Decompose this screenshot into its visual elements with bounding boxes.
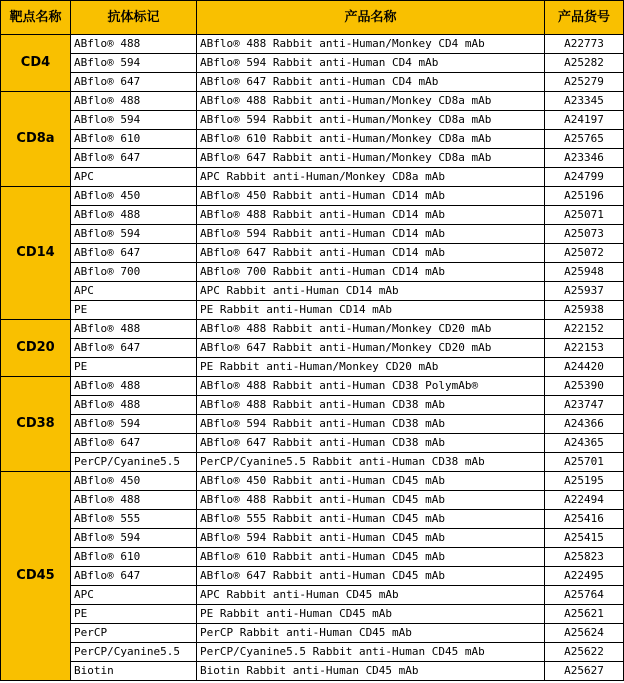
table-row — [1, 244, 624, 263]
label-cell: ABflo® 488 — [71, 320, 197, 339]
product-code-cell: A25948 — [545, 263, 624, 282]
label-cell: ABflo® 610 — [71, 548, 197, 567]
header-label: 抗体标记 — [71, 1, 197, 35]
label-cell: ABflo® 594 — [71, 54, 197, 73]
table-row — [1, 548, 624, 567]
product-code-cell: A25765 — [545, 130, 624, 149]
product-name-cell: ABflo® 488 Rabbit anti-Human/Monkey CD4 mAb — [197, 35, 545, 54]
product-code-cell: A25071 — [545, 206, 624, 225]
label-cell: ABflo® 700 — [71, 263, 197, 282]
product-code-cell: A22773 — [545, 35, 624, 54]
product-name-cell: APC Rabbit anti-Human CD14 mAb — [197, 282, 545, 301]
table-row — [1, 605, 624, 624]
table-row — [1, 73, 624, 92]
product-code-cell: A23747 — [545, 396, 624, 415]
label-cell: ABflo® 488 — [71, 491, 197, 510]
product-code-cell: A23346 — [545, 149, 624, 168]
table-row — [1, 662, 624, 681]
product-code-cell: A25937 — [545, 282, 624, 301]
label-cell: PerCP/Cyanine5.5 — [71, 643, 197, 662]
label-cell: ABflo® 594 — [71, 225, 197, 244]
table-row — [1, 567, 624, 586]
product-code-cell: A23345 — [545, 92, 624, 111]
table-row — [1, 206, 624, 225]
label-cell: ABflo® 647 — [71, 567, 197, 586]
product-name-cell: ABflo® 594 Rabbit anti-Human/Monkey CD8a mAb — [197, 111, 545, 130]
table-row — [1, 149, 624, 168]
product-code-cell: A25415 — [545, 529, 624, 548]
product-name-cell: ABflo® 594 Rabbit anti-Human CD14 mAb — [197, 225, 545, 244]
product-code-cell: A25279 — [545, 73, 624, 92]
target-name-cell: CD20 — [1, 320, 71, 377]
table-header — [1, 1, 624, 35]
label-cell: ABflo® 647 — [71, 73, 197, 92]
product-name-cell: ABflo® 647 Rabbit anti-Human CD4 mAb — [197, 73, 545, 92]
product-name-cell: ABflo® 594 Rabbit anti-Human CD4 mAb — [197, 54, 545, 73]
table-row — [1, 396, 624, 415]
table-row — [1, 225, 624, 244]
table-row — [1, 453, 624, 472]
product-name-cell: ABflo® 488 Rabbit anti-Human CD14 mAb — [197, 206, 545, 225]
product-name-cell: APC Rabbit anti-Human/Monkey CD8a mAb — [197, 168, 545, 187]
product-name-cell: ABflo® 488 Rabbit anti-Human CD38 PolymAb® — [197, 377, 545, 396]
product-code-cell: A24799 — [545, 168, 624, 187]
product-name-cell: ABflo® 647 Rabbit anti-Human/Monkey CD8a mAb — [197, 149, 545, 168]
product-name-cell: APC Rabbit anti-Human CD45 mAb — [197, 586, 545, 605]
target-name-cell: CD4 — [1, 35, 71, 92]
label-cell: ABflo® 488 — [71, 206, 197, 225]
label-cell: PE — [71, 605, 197, 624]
label-cell: PerCP — [71, 624, 197, 643]
product-code-cell: A25390 — [545, 377, 624, 396]
label-cell: APC — [71, 168, 197, 187]
table-row — [1, 643, 624, 662]
product-name-cell: ABflo® 488 Rabbit anti-Human CD45 mAb — [197, 491, 545, 510]
product-code-cell: A25073 — [545, 225, 624, 244]
target-name-cell: CD8a — [1, 92, 71, 187]
product-code-cell: A25701 — [545, 453, 624, 472]
table-row — [1, 434, 624, 453]
product-name-cell: ABflo® 700 Rabbit anti-Human CD14 mAb — [197, 263, 545, 282]
product-name-cell: ABflo® 594 Rabbit anti-Human CD38 mAb — [197, 415, 545, 434]
label-cell: ABflo® 488 — [71, 35, 197, 54]
product-name-cell: ABflo® 555 Rabbit anti-Human CD45 mAb — [197, 510, 545, 529]
product-code-cell: A25196 — [545, 187, 624, 206]
product-code-cell: A25938 — [545, 301, 624, 320]
label-cell: PE — [71, 358, 197, 377]
label-cell: ABflo® 610 — [71, 130, 197, 149]
product-code-cell: A25416 — [545, 510, 624, 529]
product-code-cell: A25624 — [545, 624, 624, 643]
table-row — [1, 415, 624, 434]
label-cell: APC — [71, 282, 197, 301]
product-code-cell: A24197 — [545, 111, 624, 130]
label-cell: ABflo® 488 — [71, 377, 197, 396]
label-cell: PE — [71, 301, 197, 320]
table-row — [1, 510, 624, 529]
product-name-cell: ABflo® 647 Rabbit anti-Human/Monkey CD20 mAb — [197, 339, 545, 358]
table-row — [1, 586, 624, 605]
product-code-cell: A24366 — [545, 415, 624, 434]
table-row — [1, 377, 624, 396]
table-row — [1, 301, 624, 320]
product-name-cell: ABflo® 450 Rabbit anti-Human CD45 mAb — [197, 472, 545, 491]
target-name-cell: CD38 — [1, 377, 71, 472]
product-name-cell: ABflo® 610 Rabbit anti-Human/Monkey CD8a mAb — [197, 130, 545, 149]
product-code-cell: A22152 — [545, 320, 624, 339]
table-row — [1, 35, 624, 54]
label-cell: ABflo® 647 — [71, 434, 197, 453]
product-name-cell: PerCP Rabbit anti-Human CD45 mAb — [197, 624, 545, 643]
product-code-cell: A25627 — [545, 662, 624, 681]
product-code-cell: A25072 — [545, 244, 624, 263]
label-cell: ABflo® 647 — [71, 149, 197, 168]
label-cell: ABflo® 647 — [71, 244, 197, 263]
label-cell: PerCP/Cyanine5.5 — [71, 453, 197, 472]
label-cell: ABflo® 594 — [71, 111, 197, 130]
product-name-cell: PerCP/Cyanine5.5 Rabbit anti-Human CD45 mAb — [197, 643, 545, 662]
product-name-cell: PE Rabbit anti-Human CD45 mAb — [197, 605, 545, 624]
table-body — [1, 35, 624, 681]
product-name-cell: ABflo® 450 Rabbit anti-Human CD14 mAb — [197, 187, 545, 206]
label-cell: ABflo® 488 — [71, 396, 197, 415]
table-row — [1, 54, 624, 73]
product-name-cell: PE Rabbit anti-Human/Monkey CD20 mAb — [197, 358, 545, 377]
product-name-cell: ABflo® 647 Rabbit anti-Human CD14 mAb — [197, 244, 545, 263]
label-cell: ABflo® 594 — [71, 415, 197, 434]
table-row — [1, 529, 624, 548]
product-code-cell: A24420 — [545, 358, 624, 377]
table-row — [1, 320, 624, 339]
target-name-cell: CD45 — [1, 472, 71, 681]
product-name-cell: ABflo® 610 Rabbit anti-Human CD45 mAb — [197, 548, 545, 567]
product-code-cell: A25195 — [545, 472, 624, 491]
product-name-cell: ABflo® 488 Rabbit anti-Human/Monkey CD20 mAb — [197, 320, 545, 339]
product-code-cell: A22495 — [545, 567, 624, 586]
product-name-cell: PerCP/Cyanine5.5 Rabbit anti-Human CD38 mAb — [197, 453, 545, 472]
product-code-cell: A25622 — [545, 643, 624, 662]
table-row — [1, 263, 624, 282]
product-name-cell: ABflo® 647 Rabbit anti-Human CD45 mAb — [197, 567, 545, 586]
product-code-cell: A22494 — [545, 491, 624, 510]
product-name-cell: ABflo® 594 Rabbit anti-Human CD45 mAb — [197, 529, 545, 548]
label-cell: ABflo® 450 — [71, 187, 197, 206]
product-code-cell: A22153 — [545, 339, 624, 358]
table-row — [1, 168, 624, 187]
header-target: 靶点名称 — [1, 1, 71, 35]
table-row — [1, 339, 624, 358]
product-code-cell: A25764 — [545, 586, 624, 605]
product-name-cell: ABflo® 488 Rabbit anti-Human CD38 mAb — [197, 396, 545, 415]
label-cell: ABflo® 594 — [71, 529, 197, 548]
label-cell: ABflo® 647 — [71, 339, 197, 358]
table-row — [1, 491, 624, 510]
product-name-cell: PE Rabbit anti-Human CD14 mAb — [197, 301, 545, 320]
product-name-cell: Biotin Rabbit anti-Human CD45 mAb — [197, 662, 545, 681]
table-row — [1, 282, 624, 301]
target-name-cell: CD14 — [1, 187, 71, 320]
label-cell: ABflo® 555 — [71, 510, 197, 529]
header-row — [1, 1, 624, 35]
table-row — [1, 111, 624, 130]
label-cell: ABflo® 488 — [71, 92, 197, 111]
header-product: 产品名称 — [197, 1, 545, 35]
product-code-cell: A25823 — [545, 548, 624, 567]
header-code: 产品货号 — [545, 1, 624, 35]
product-code-cell: A24365 — [545, 434, 624, 453]
product-name-cell: ABflo® 647 Rabbit anti-Human CD38 mAb — [197, 434, 545, 453]
product-name-cell: ABflo® 488 Rabbit anti-Human/Monkey CD8a mAb — [197, 92, 545, 111]
table-row — [1, 92, 624, 111]
label-cell: ABflo® 450 — [71, 472, 197, 491]
table-row — [1, 187, 624, 206]
table-row — [1, 358, 624, 377]
product-code-cell: A25621 — [545, 605, 624, 624]
table-row — [1, 472, 624, 491]
product-code-cell: A25282 — [545, 54, 624, 73]
table-row — [1, 130, 624, 149]
table-row — [1, 624, 624, 643]
label-cell: Biotin — [71, 662, 197, 681]
label-cell: APC — [71, 586, 197, 605]
